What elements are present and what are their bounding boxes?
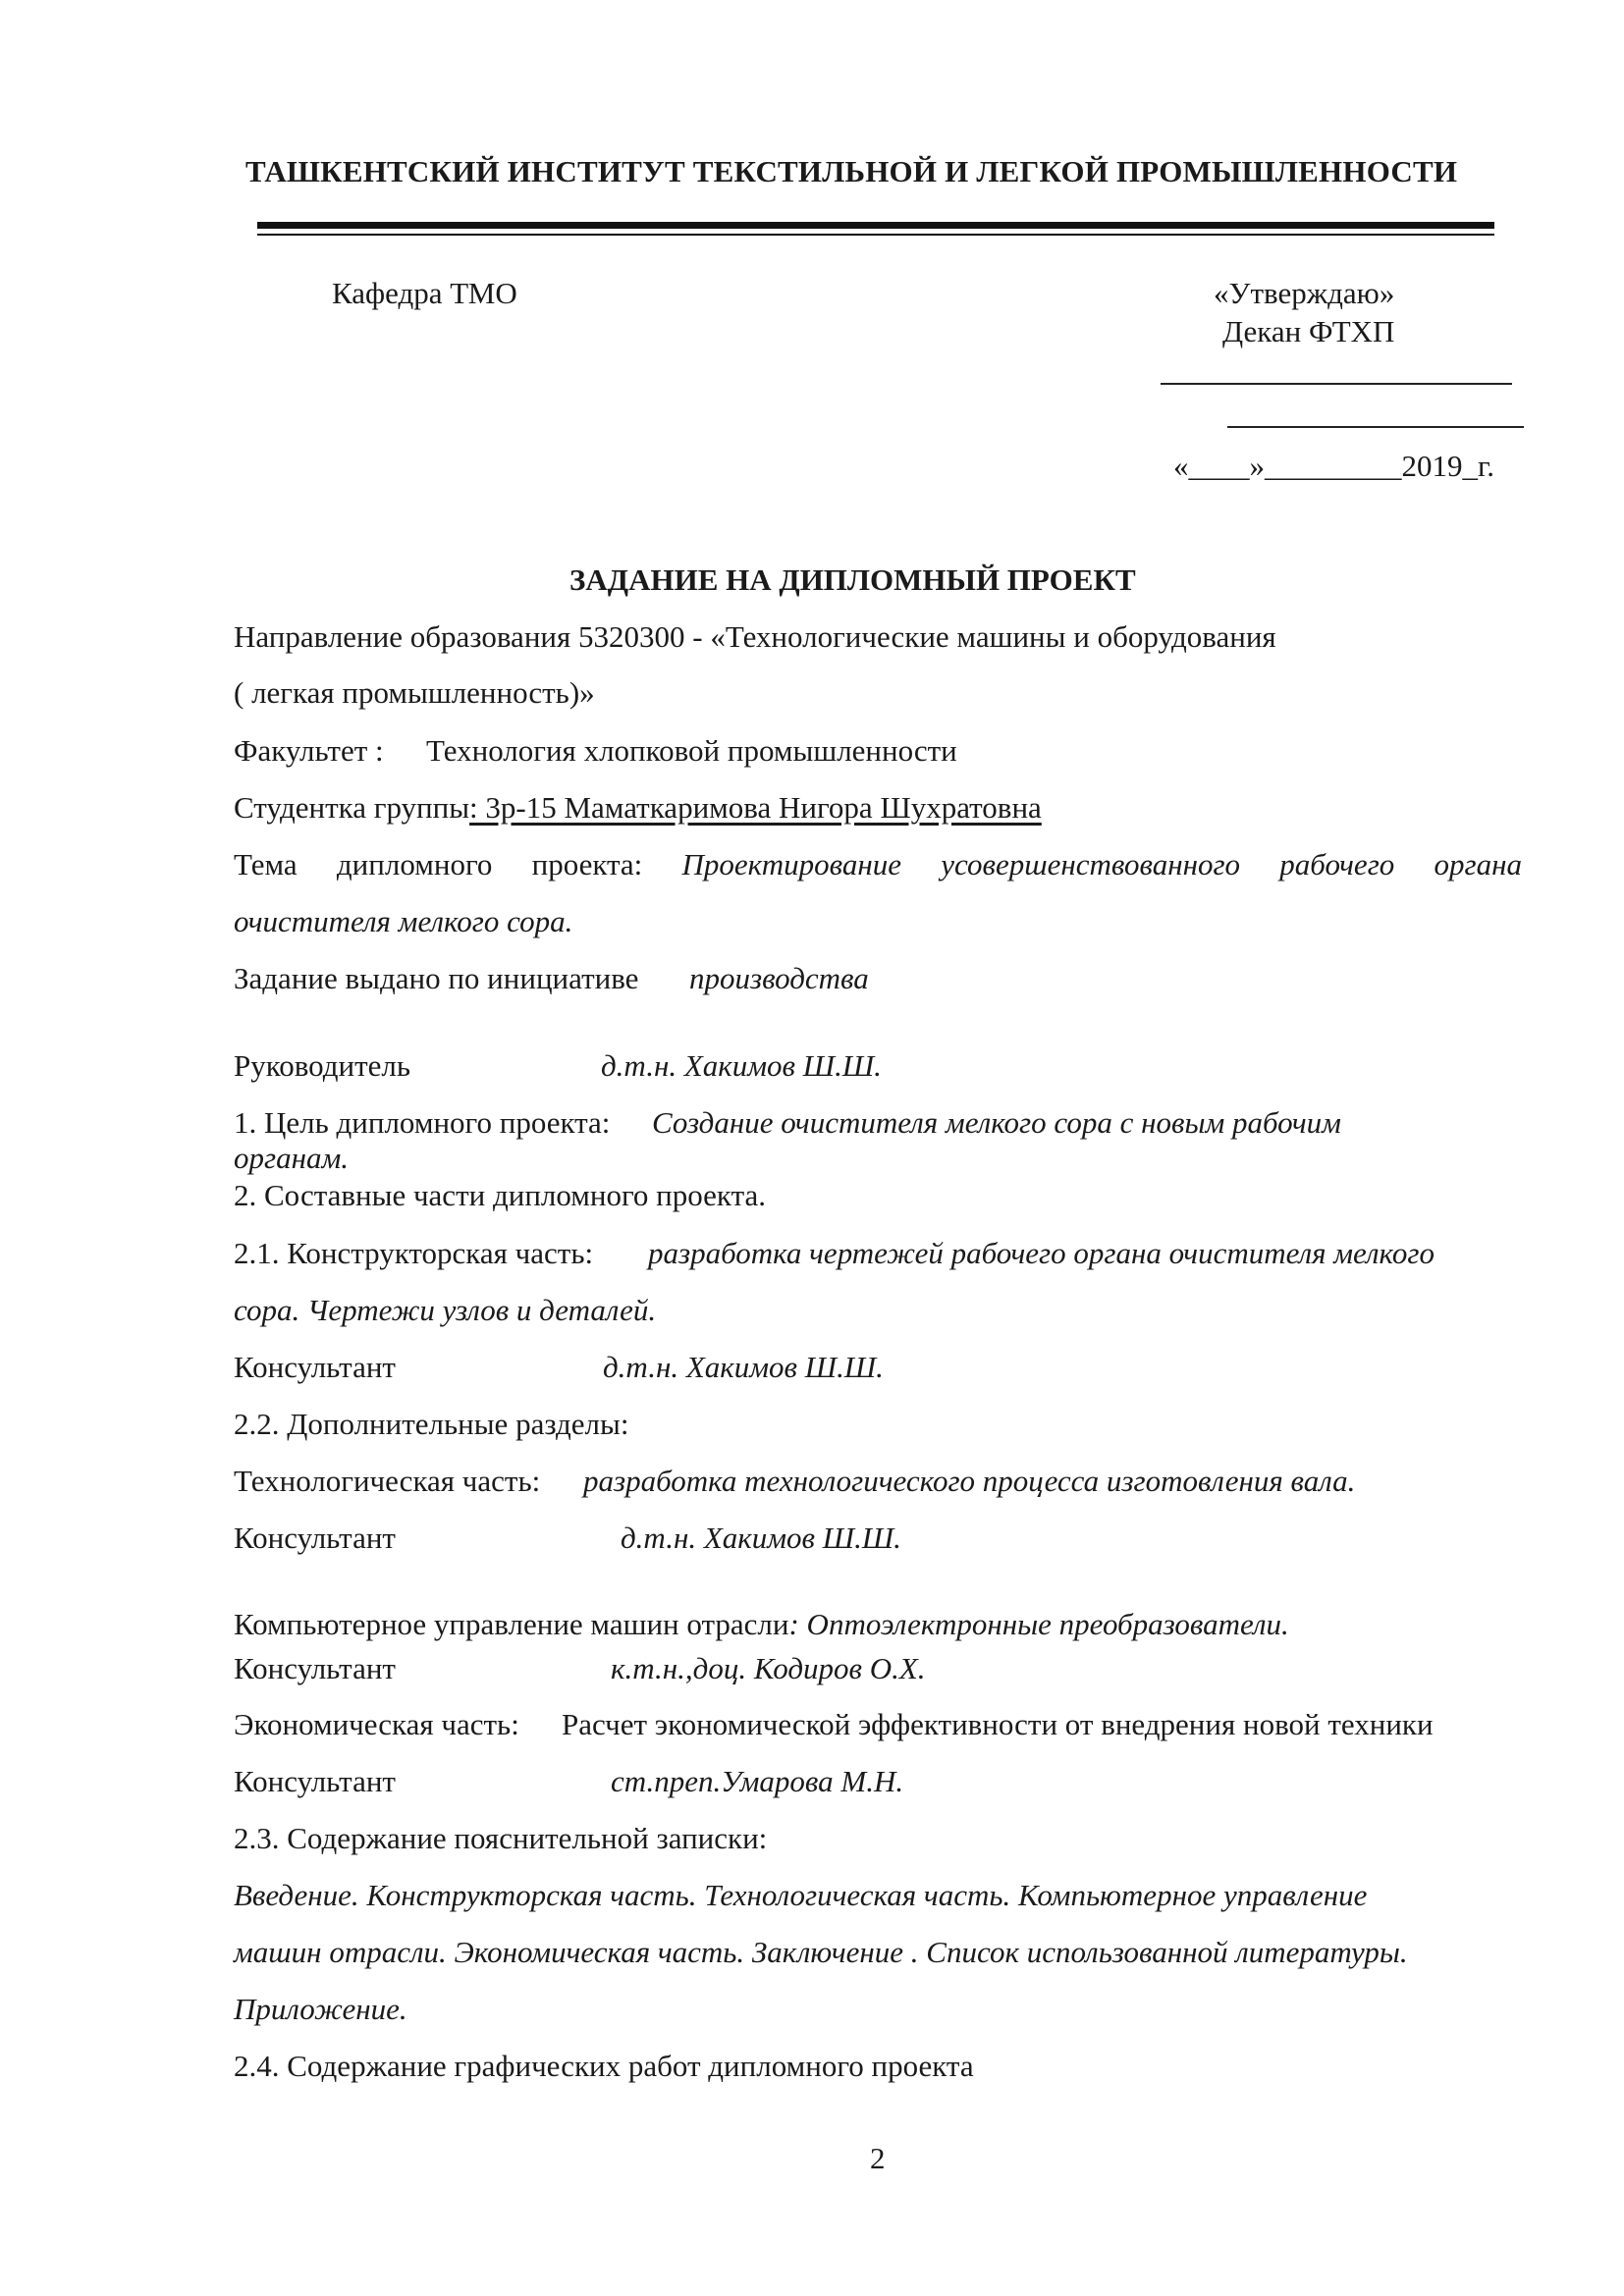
document-title: ЗАДАНИЕ НА ДИПЛОМНЫЙ ПРОЕКТ	[569, 562, 1136, 597]
computer-part-value: : Оптоэлектронные преобразователи.	[788, 1607, 1289, 1641]
signature-line-2	[1227, 426, 1524, 428]
computer-consultant-label: Консультант	[234, 1651, 396, 1685]
goal-value-line-2: органам.	[234, 1141, 350, 1175]
topic-line-2: очистителя мелкого сора.	[234, 904, 573, 938]
supervisor-label: Руководитель	[234, 1048, 411, 1083]
faculty-value: Технология хлопковой промышленности	[426, 733, 957, 768]
tech-consultant-value: д.т.н. Хакимов Ш.Ш.	[621, 1521, 901, 1555]
institute-header: ТАШКЕНТСКИЙ ИНСТИТУТ ТЕКСТИЛЬНОЙ И ЛЕГКОЙ ПРОМЫШЛЕННОСТИ	[245, 154, 1458, 188]
signature-line-1	[1161, 383, 1512, 385]
student-value: : 3р-15 Маматкаримова Нигора Шухратовна	[469, 790, 1042, 825]
design-consultant-value: д.т.н. Хакимов Ш.Ш.	[603, 1350, 884, 1384]
goal-value-line-1: Создание очистителя мелкого сора с новым рабочим	[652, 1105, 1341, 1140]
computer-consultant-value: к.т.н.,доц. Кодиров О.Х.	[611, 1651, 926, 1685]
direction-line-2: ( легкая промышленность)»	[234, 675, 595, 710]
student-row	[234, 788, 1042, 828]
topic-word: дипломного	[336, 847, 493, 881]
topic-word: проекта:	[531, 847, 643, 881]
note-contents-line-1: Введение. Конструкторская часть. Технологическая часть. Компьютерное управление	[234, 1878, 1368, 1912]
economic-consultant-value: ст.преп.Умарова М.Н.	[611, 1764, 904, 1798]
goal-label: 1. Цель дипломного проекта:	[234, 1105, 611, 1140]
approve-label: «Утверждаю»	[1214, 276, 1395, 310]
topic-line-1	[234, 845, 1522, 884]
economic-consultant-label: Консультант	[234, 1764, 396, 1798]
header-rule-thick	[257, 222, 1494, 229]
topic-word: Тема	[234, 847, 298, 881]
topic-word: усовершенствованного	[941, 847, 1241, 881]
graphics-heading: 2.4. Содержание графических работ дипломного проекта	[234, 2049, 974, 2083]
design-part-value-line-1: разработка чертежей рабочего органа очистителя мелкого	[648, 1236, 1435, 1270]
economic-part-label: Экономическая часть:	[234, 1707, 519, 1741]
topic-word: органа	[1434, 847, 1522, 881]
direction-line-1: Направление образования 5320300 - «Технологические машины и оборудования	[234, 619, 1276, 654]
tech-consultant-label: Консультант	[234, 1521, 396, 1555]
header-rule-thin	[257, 234, 1494, 236]
approval-date: «____»_________2019_г.	[1173, 449, 1494, 483]
note-contents-line-2: машин отрасли. Экономическая часть. Заключение . Список использованной литературы.	[234, 1935, 1408, 1969]
tech-part-value: разработка технологического процесса изготовления вала.	[583, 1464, 1356, 1498]
additional-heading: 2.2. Дополнительные разделы:	[234, 1407, 629, 1441]
initiative-value: производства	[689, 961, 869, 995]
initiative-label: Задание выдано по инициативе	[234, 961, 639, 995]
topic-word: рабочего	[1279, 847, 1395, 881]
economic-part-value: Расчет экономической эффективности от внедрения новой техники	[562, 1707, 1434, 1741]
computer-part-label: Компьютерное управление машин отрасли	[234, 1607, 789, 1641]
supervisor-value: д.т.н. Хакимов Ш.Ш.	[601, 1048, 882, 1083]
tech-part-label: Технологическая часть:	[234, 1464, 541, 1498]
note-contents-heading: 2.3. Содержание пояснительной записки:	[234, 1821, 768, 1855]
note-contents-line-3: Приложение.	[234, 1992, 407, 2026]
design-part-label: 2.1. Конструкторская часть:	[234, 1236, 594, 1270]
faculty-label: Факультет :	[234, 733, 384, 768]
page-number: 2	[870, 2141, 886, 2175]
parts-heading: 2. Составные части дипломного проекта.	[234, 1178, 767, 1212]
dean-label: Декан ФТХП	[1222, 314, 1395, 348]
computer-part-row	[234, 1605, 1289, 1644]
department-label: Кафедра ТМО	[332, 276, 517, 310]
student-label: Студентка группы	[234, 790, 470, 825]
design-part-value-line-2: сора. Чертежи узлов и деталей.	[234, 1293, 657, 1327]
topic-word: Проектирование	[681, 847, 902, 881]
design-consultant-label: Консультант	[234, 1350, 396, 1384]
